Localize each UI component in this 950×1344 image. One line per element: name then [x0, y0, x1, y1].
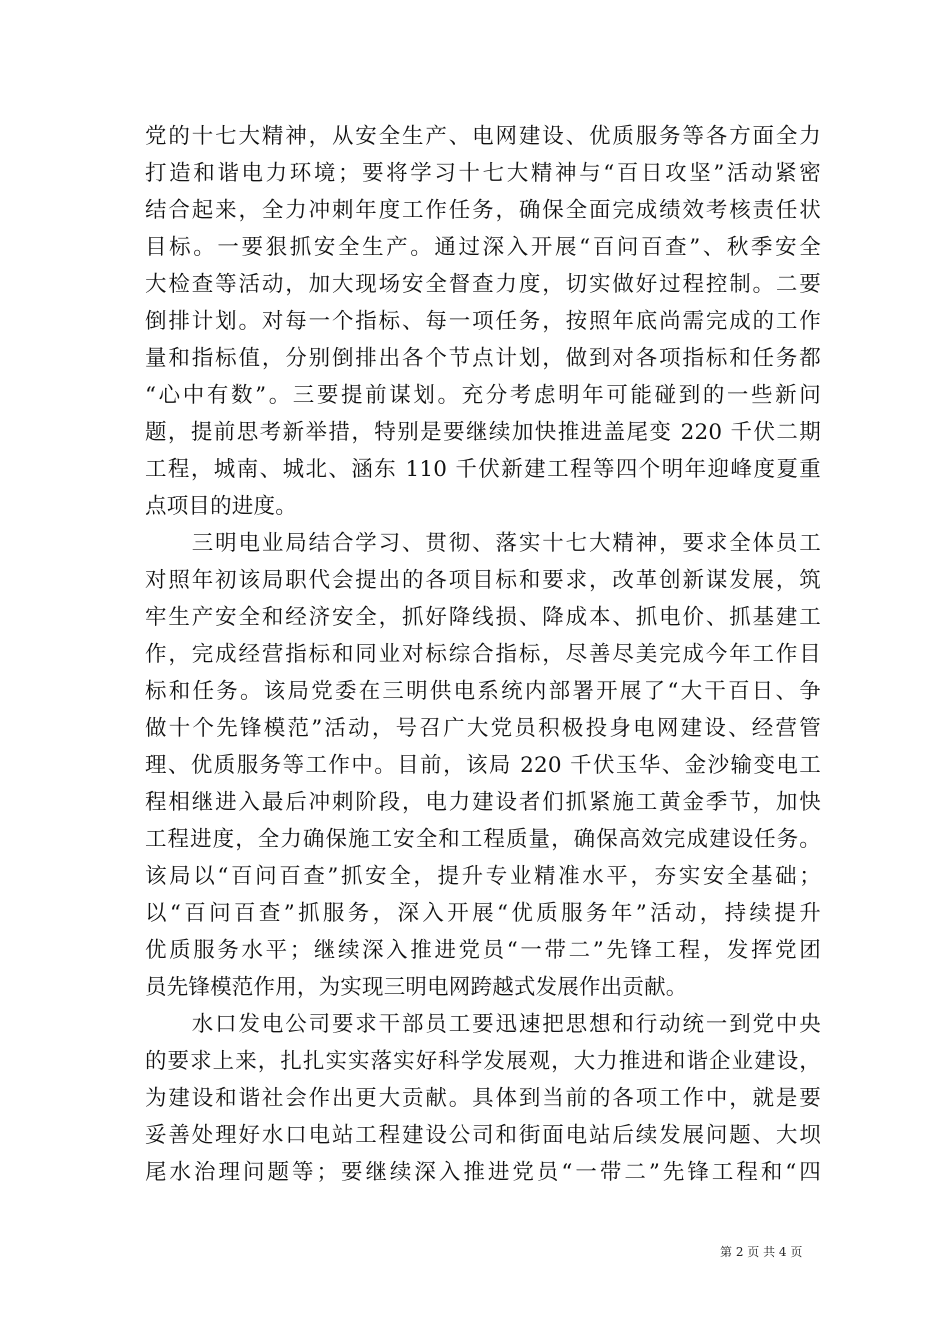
text-line: 尾水治理问题等；要继续深入推进党员“一带二”先锋工程和“四 [145, 1160, 821, 1185]
text-line: “心中有数”。三要提前谋划。充分考虑明年可能碰到的一些新问 [145, 383, 821, 408]
text-line: 党的十七大精神，从安全生产、电网建设、优质服务等各方面全力 [145, 124, 821, 149]
text-line: 的要求上来，扎扎实实落实好科学发展观，大力推进和谐企业建设， [145, 1049, 821, 1074]
text-line: 为建设和谐社会作出更大贡献。具体到当前的各项工作中，就是要 [145, 1086, 821, 1111]
text-line: 工程进度，全力确保施工安全和工程质量，确保高效完成建设任务。 [145, 827, 821, 852]
paragraph-3 [145, 1006, 821, 1191]
text-line: 员先锋模范作用，为实现三明电网跨越式发展作出贡献。 [145, 975, 688, 1000]
text-line: 三明电业局结合学习、贯彻、落实十七大精神，要求全体员工 [145, 531, 821, 556]
text-line: 打造和谐电力环境；要将学习十七大精神与“百日攻坚”活动紧密 [145, 161, 821, 186]
text-line: 题，提前思考新举措，特别是要继续加快推进盖尾变 220 千伏二期 [145, 420, 821, 445]
text-line: 牢生产安全和经济安全，抓好降线损、降成本、抓电价、抓基建工 [145, 605, 821, 630]
text-line: 工程，城南、城北、涵东 110 千伏新建工程等四个明年迎峰度夏重 [145, 457, 821, 482]
text-line: 程相继进入最后冲刺阶段，电力建设者们抓紧施工黄金季节，加快 [145, 790, 821, 815]
text-line: 优质服务水平；继续深入推进党员“一带二”先锋工程，发挥党团 [145, 938, 821, 963]
text-line: 作，完成经营指标和同业对标综合指标，尽善尽美完成今年工作目 [145, 642, 821, 667]
text-line: 结合起来，全力冲刺年度工作任务，确保全面完成绩效考核责任状 [145, 198, 821, 223]
text-line: 做十个先锋模范”活动，号召广大党员积极投身电网建设、经营管 [145, 716, 821, 741]
text-line: 以“百问百查”抓服务，深入开展“优质服务年”活动，持续提升 [145, 901, 821, 926]
paragraph-2 [145, 525, 821, 1006]
text-line: 该局以“百问百查”抓安全，提升专业精准水平，夯实安全基础； [145, 864, 821, 889]
text-line: 点项目的进度。 [145, 494, 297, 519]
page-number: 第 2 页 共 4 页 [720, 1245, 803, 1259]
text-line: 大检查等活动，加大现场安全督查力度，切实做好过程控制。二要 [145, 272, 821, 297]
text-line: 标和任务。该局党委在三明供电系统内部署开展了“大干百日、争 [145, 679, 821, 704]
text-line: 量和指标值，分别倒排出各个节点计划，做到对各项指标和任务都 [145, 346, 821, 371]
text-line: 对照年初该局职代会提出的各项目标和要求，改革创新谋发展，筑 [145, 568, 821, 593]
text-line: 理、优质服务等工作中。目前，该局 220 千伏玉华、金沙输变电工 [145, 753, 821, 778]
body-text [145, 118, 821, 1191]
text-line: 妥善处理好水口电站工程建设公司和街面电站后续发展问题、大坝 [145, 1123, 821, 1148]
text-line: 目标。一要狠抓安全生产。通过深入开展“百问百查”、秋季安全 [145, 235, 821, 260]
text-line: 倒排计划。对每一个指标、每一项任务，按照年底尚需完成的工作 [145, 309, 821, 334]
paragraph-1 [145, 118, 821, 525]
text-line: 水口发电公司要求干部员工要迅速把思想和行动统一到党中央 [145, 1012, 821, 1037]
